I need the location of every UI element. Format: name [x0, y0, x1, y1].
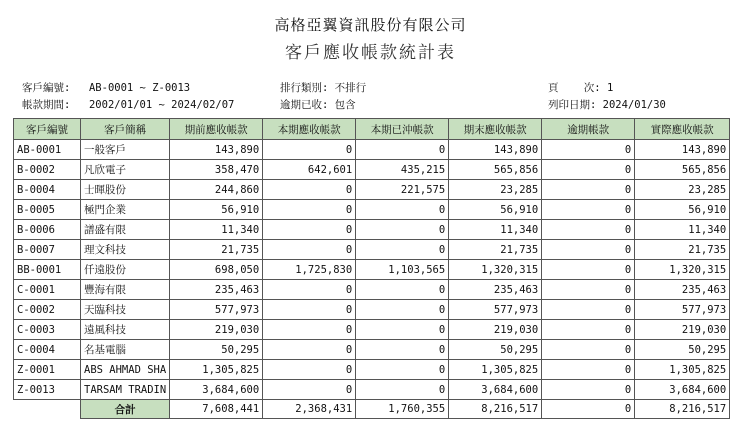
- header-customer-code: 客戶編號: [14, 119, 81, 140]
- cell-overdue: 0: [542, 140, 635, 160]
- customer-range-value: AB-0001 ~ Z-0013: [88, 82, 191, 94]
- total-ending-receivable: 8,216,517: [449, 400, 542, 419]
- cell-current-written-off: 1,103,565: [356, 260, 449, 280]
- cell-customer-name: 理文科技: [81, 240, 170, 260]
- sort-type-value: 不排行: [334, 82, 367, 94]
- sort-type-label: 排行類別:: [280, 82, 329, 94]
- cell-current-receivable: 0: [263, 180, 356, 200]
- table-row: [14, 320, 730, 340]
- cell-customer-name: 凡欣電子: [81, 160, 170, 180]
- cell-ending-receivable: 143,890: [449, 140, 542, 160]
- cell-prior-receivable: 235,463: [170, 280, 263, 300]
- cell-current-written-off: 0: [356, 220, 449, 240]
- total-actual-receivable: 8,216,517: [635, 400, 730, 419]
- cell-actual-receivable: 56,910: [635, 200, 730, 220]
- table-row: [14, 380, 730, 400]
- cell-ending-receivable: 50,295: [449, 340, 542, 360]
- print-date: [548, 97, 666, 112]
- cell-customer-name: 遠風科技: [81, 320, 170, 340]
- table-row: [14, 180, 730, 200]
- header-customer-name: 客戶簡稱: [81, 119, 170, 140]
- billing-period-value: 2002/01/01 ~ 2024/02/07: [88, 99, 235, 111]
- cell-current-written-off: 0: [356, 200, 449, 220]
- cell-prior-receivable: 56,910: [170, 200, 263, 220]
- cell-current-receivable: 0: [263, 320, 356, 340]
- cell-customer-name: 極門企業: [81, 200, 170, 220]
- cell-overdue: 0: [542, 200, 635, 220]
- cell-actual-receivable: 50,295: [635, 340, 730, 360]
- cell-customer-name: 一般客戶: [81, 140, 170, 160]
- cell-prior-receivable: 358,470: [170, 160, 263, 180]
- total-overdue: 0: [542, 400, 635, 419]
- cell-current-receivable: 1,725,830: [263, 260, 356, 280]
- cell-ending-receivable: 577,973: [449, 300, 542, 320]
- sort-type: [280, 80, 366, 95]
- cell-overdue: 0: [542, 380, 635, 400]
- overdue-collected-value: 包含: [334, 99, 356, 111]
- total-label: 合計: [81, 400, 170, 419]
- cell-ending-receivable: 235,463: [449, 280, 542, 300]
- print-date-label: 列印日期:: [548, 99, 597, 111]
- cell-current-written-off: 0: [356, 140, 449, 160]
- header-actual-receivable: 實際應收帳款: [635, 119, 730, 140]
- cell-prior-receivable: 1,305,825: [170, 360, 263, 380]
- cell-ending-receivable: 565,856: [449, 160, 542, 180]
- cell-customer-code: C-0004: [14, 340, 81, 360]
- header-overdue: 逾期帳款: [542, 119, 635, 140]
- customer-range-label: 客戶編號:: [22, 82, 71, 94]
- overdue-collected: [280, 97, 356, 112]
- receivables-table: [13, 118, 730, 419]
- cell-current-written-off: 0: [356, 280, 449, 300]
- cell-customer-code: B-0007: [14, 240, 81, 260]
- table-row: [14, 160, 730, 180]
- cell-customer-code: B-0004: [14, 180, 81, 200]
- billing-period: [22, 97, 234, 112]
- cell-prior-receivable: 143,890: [170, 140, 263, 160]
- cell-ending-receivable: 11,340: [449, 220, 542, 240]
- cell-prior-receivable: 577,973: [170, 300, 263, 320]
- table-row: [14, 220, 730, 240]
- cell-actual-receivable: 11,340: [635, 220, 730, 240]
- cell-customer-name: 天臨科技: [81, 300, 170, 320]
- cell-ending-receivable: 1,305,825: [449, 360, 542, 380]
- cell-prior-receivable: 219,030: [170, 320, 263, 340]
- total-current-written-off: 1,760,355: [356, 400, 449, 419]
- header-current-receivable: 本期應收帳款: [263, 119, 356, 140]
- page-number-label: 頁 次:: [548, 82, 601, 94]
- header-ending-receivable: 期末應收帳款: [449, 119, 542, 140]
- header-prior-receivable: 期前應收帳款: [170, 119, 263, 140]
- cell-actual-receivable: 235,463: [635, 280, 730, 300]
- company-name: 高格亞翼資訊股份有限公司: [274, 16, 467, 34]
- cell-ending-receivable: 23,285: [449, 180, 542, 200]
- overdue-collected-label: 逾期已收:: [280, 99, 329, 111]
- cell-overdue: 0: [542, 280, 635, 300]
- cell-actual-receivable: 577,973: [635, 300, 730, 320]
- cell-customer-code: BB-0001: [14, 260, 81, 280]
- cell-current-written-off: 0: [356, 380, 449, 400]
- cell-actual-receivable: 565,856: [635, 160, 730, 180]
- cell-customer-code: C-0003: [14, 320, 81, 340]
- cell-overdue: 0: [542, 220, 635, 240]
- cell-current-receivable: 0: [263, 360, 356, 380]
- cell-overdue: 0: [542, 180, 635, 200]
- cell-current-written-off: 0: [356, 320, 449, 340]
- cell-customer-name: ABS AHMAD SHA: [81, 360, 170, 380]
- total-current-receivable: 2,368,431: [263, 400, 356, 419]
- cell-actual-receivable: 21,735: [635, 240, 730, 260]
- cell-overdue: 0: [542, 260, 635, 280]
- cell-customer-name: 士暉股份: [81, 180, 170, 200]
- table-row: [14, 300, 730, 320]
- cell-customer-name: 譜盛有限: [81, 220, 170, 240]
- total-prior-receivable: 7,608,441: [170, 400, 263, 419]
- cell-ending-receivable: 3,684,600: [449, 380, 542, 400]
- cell-prior-receivable: 11,340: [170, 220, 263, 240]
- cell-current-written-off: 221,575: [356, 180, 449, 200]
- cell-current-written-off: 0: [356, 240, 449, 260]
- cell-current-receivable: 0: [263, 140, 356, 160]
- cell-current-written-off: 435,215: [356, 160, 449, 180]
- cell-current-receivable: 0: [263, 220, 356, 240]
- cell-overdue: 0: [542, 240, 635, 260]
- cell-actual-receivable: 1,305,825: [635, 360, 730, 380]
- cell-customer-name: TARSAM TRADIN: [81, 380, 170, 400]
- print-date-value: 2024/01/30: [602, 99, 666, 111]
- cell-customer-code: B-0002: [14, 160, 81, 180]
- cell-prior-receivable: 244,860: [170, 180, 263, 200]
- cell-overdue: 0: [542, 160, 635, 180]
- table-row: [14, 340, 730, 360]
- table-row: [14, 360, 730, 380]
- cell-current-receivable: 0: [263, 340, 356, 360]
- page-number: [548, 80, 613, 95]
- cell-customer-code: B-0005: [14, 200, 81, 220]
- table-row: [14, 140, 730, 160]
- cell-current-receivable: 642,601: [263, 160, 356, 180]
- table-row: [14, 240, 730, 260]
- cell-customer-code: Z-0013: [14, 380, 81, 400]
- cell-customer-code: C-0001: [14, 280, 81, 300]
- table-header-row: [14, 119, 730, 140]
- cell-customer-code: AB-0001: [14, 140, 81, 160]
- cell-customer-code: B-0006: [14, 220, 81, 240]
- total-row-spacer: [14, 400, 81, 419]
- cell-actual-receivable: 3,684,600: [635, 380, 730, 400]
- customer-range: [22, 80, 190, 95]
- cell-overdue: 0: [542, 340, 635, 360]
- billing-period-label: 帳款期間:: [22, 99, 71, 111]
- cell-prior-receivable: 698,050: [170, 260, 263, 280]
- cell-actual-receivable: 1,320,315: [635, 260, 730, 280]
- cell-customer-code: Z-0001: [14, 360, 81, 380]
- cell-actual-receivable: 23,285: [635, 180, 730, 200]
- cell-overdue: 0: [542, 360, 635, 380]
- header-current-written-off: 本期已沖帳款: [356, 119, 449, 140]
- cell-actual-receivable: 219,030: [635, 320, 730, 340]
- cell-current-receivable: 0: [263, 380, 356, 400]
- cell-customer-name: 豐海有限: [81, 280, 170, 300]
- cell-prior-receivable: 21,735: [170, 240, 263, 260]
- cell-current-receivable: 0: [263, 240, 356, 260]
- cell-customer-name: 仟遠股份: [81, 260, 170, 280]
- table-row: [14, 280, 730, 300]
- cell-current-receivable: 0: [263, 280, 356, 300]
- cell-current-written-off: 0: [356, 360, 449, 380]
- cell-current-receivable: 0: [263, 200, 356, 220]
- cell-customer-code: C-0002: [14, 300, 81, 320]
- cell-prior-receivable: 3,684,600: [170, 380, 263, 400]
- page-number-value: 1: [606, 82, 614, 94]
- cell-actual-receivable: 143,890: [635, 140, 730, 160]
- cell-overdue: 0: [542, 320, 635, 340]
- cell-overdue: 0: [542, 300, 635, 320]
- cell-ending-receivable: 1,320,315: [449, 260, 542, 280]
- cell-customer-name: 名基電腦: [81, 340, 170, 360]
- cell-ending-receivable: 56,910: [449, 200, 542, 220]
- table-row: [14, 260, 730, 280]
- cell-prior-receivable: 50,295: [170, 340, 263, 360]
- cell-ending-receivable: 219,030: [449, 320, 542, 340]
- cell-ending-receivable: 21,735: [449, 240, 542, 260]
- cell-current-written-off: 0: [356, 300, 449, 320]
- cell-current-written-off: 0: [356, 340, 449, 360]
- total-row: [14, 400, 730, 419]
- table-body: [14, 140, 730, 419]
- report-title: 客戶應收帳款統計表: [285, 43, 456, 63]
- cell-current-receivable: 0: [263, 300, 356, 320]
- table-row: [14, 200, 730, 220]
